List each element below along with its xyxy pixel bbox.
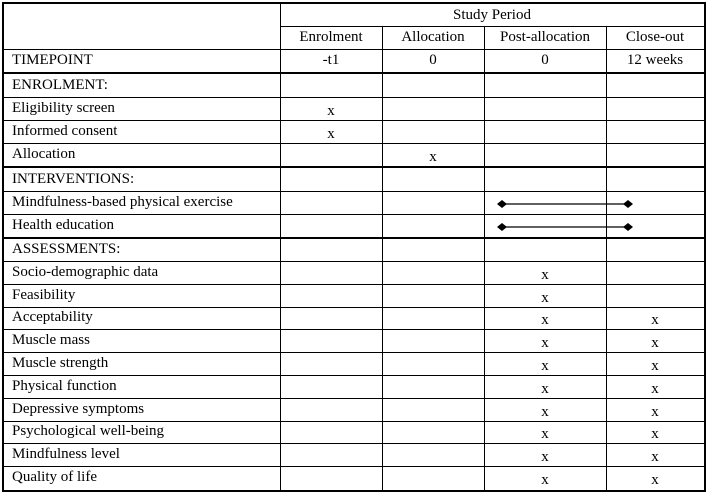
row-label: Feasibility — [12, 286, 76, 303]
schedule-mark: x — [651, 472, 659, 489]
row-label: Mindfulness level — [12, 446, 120, 463]
schedule-mark: x — [541, 472, 549, 489]
schedule-mark: x — [651, 426, 659, 443]
timepoint-value: 0 — [541, 52, 549, 68]
row-label: Mindfulness-based physical exercise — [12, 194, 233, 210]
schedule-mark: x — [541, 266, 549, 283]
column-header-close-out: Close-out — [625, 29, 685, 45]
schedule-mark: x — [541, 289, 549, 306]
row-label: Muscle strength — [12, 355, 109, 372]
schedule-mark: x — [541, 426, 549, 443]
timepoint-value: -t1 — [322, 52, 340, 68]
assessments-heading: ASSESSMENTS: — [12, 241, 121, 257]
row-label: Acceptability — [12, 309, 93, 326]
study-period-header: Study Period — [453, 6, 531, 23]
row-label: Health education — [12, 217, 115, 233]
row-label: Allocation — [12, 146, 76, 162]
column-header-allocation: Allocation — [401, 29, 465, 45]
timepoint-value: 12 weeks — [626, 52, 684, 68]
row-label: Muscle mass — [12, 332, 90, 349]
schedule-mark: x — [327, 126, 335, 142]
row-label: Physical function — [12, 377, 117, 394]
schedule-mark: x — [651, 358, 659, 375]
column-header-enrolment: Enrolment — [299, 29, 363, 45]
row-label: Socio-demographic data — [12, 263, 159, 280]
schedule-mark: x — [541, 380, 549, 397]
row-label: Eligibility screen — [12, 100, 115, 116]
schedule-mark: x — [541, 403, 549, 420]
row-label: Depressive symptoms — [12, 400, 145, 417]
enrolment-heading: ENROLMENT: — [12, 77, 108, 93]
schedule-mark: x — [651, 380, 659, 397]
spirit-schedule-table — [2, 2, 706, 492]
column-divider — [280, 4, 281, 490]
schedule-mark: x — [541, 449, 549, 466]
row-label: Quality of life — [12, 469, 97, 486]
timepoint-label: TIMEPOINT — [12, 52, 93, 68]
schedule-mark: x — [651, 335, 659, 352]
interventions-heading: INTERVENTIONS: — [12, 171, 135, 187]
row-label: Psychological well-being — [12, 423, 165, 440]
intervention-duration-line — [497, 222, 633, 232]
schedule-mark: x — [541, 312, 549, 329]
column-header-post-allocation: Post-allocation — [500, 29, 590, 45]
schedule-mark: x — [651, 449, 659, 466]
schedule-mark: x — [651, 312, 659, 329]
row-label: Informed consent — [12, 123, 118, 139]
schedule-mark: x — [429, 149, 437, 165]
schedule-mark: x — [651, 403, 659, 420]
intervention-duration-line — [497, 199, 633, 209]
schedule-mark: x — [327, 103, 335, 119]
schedule-mark: x — [541, 335, 549, 352]
schedule-mark: x — [541, 358, 549, 375]
timepoint-value: 0 — [429, 52, 437, 68]
